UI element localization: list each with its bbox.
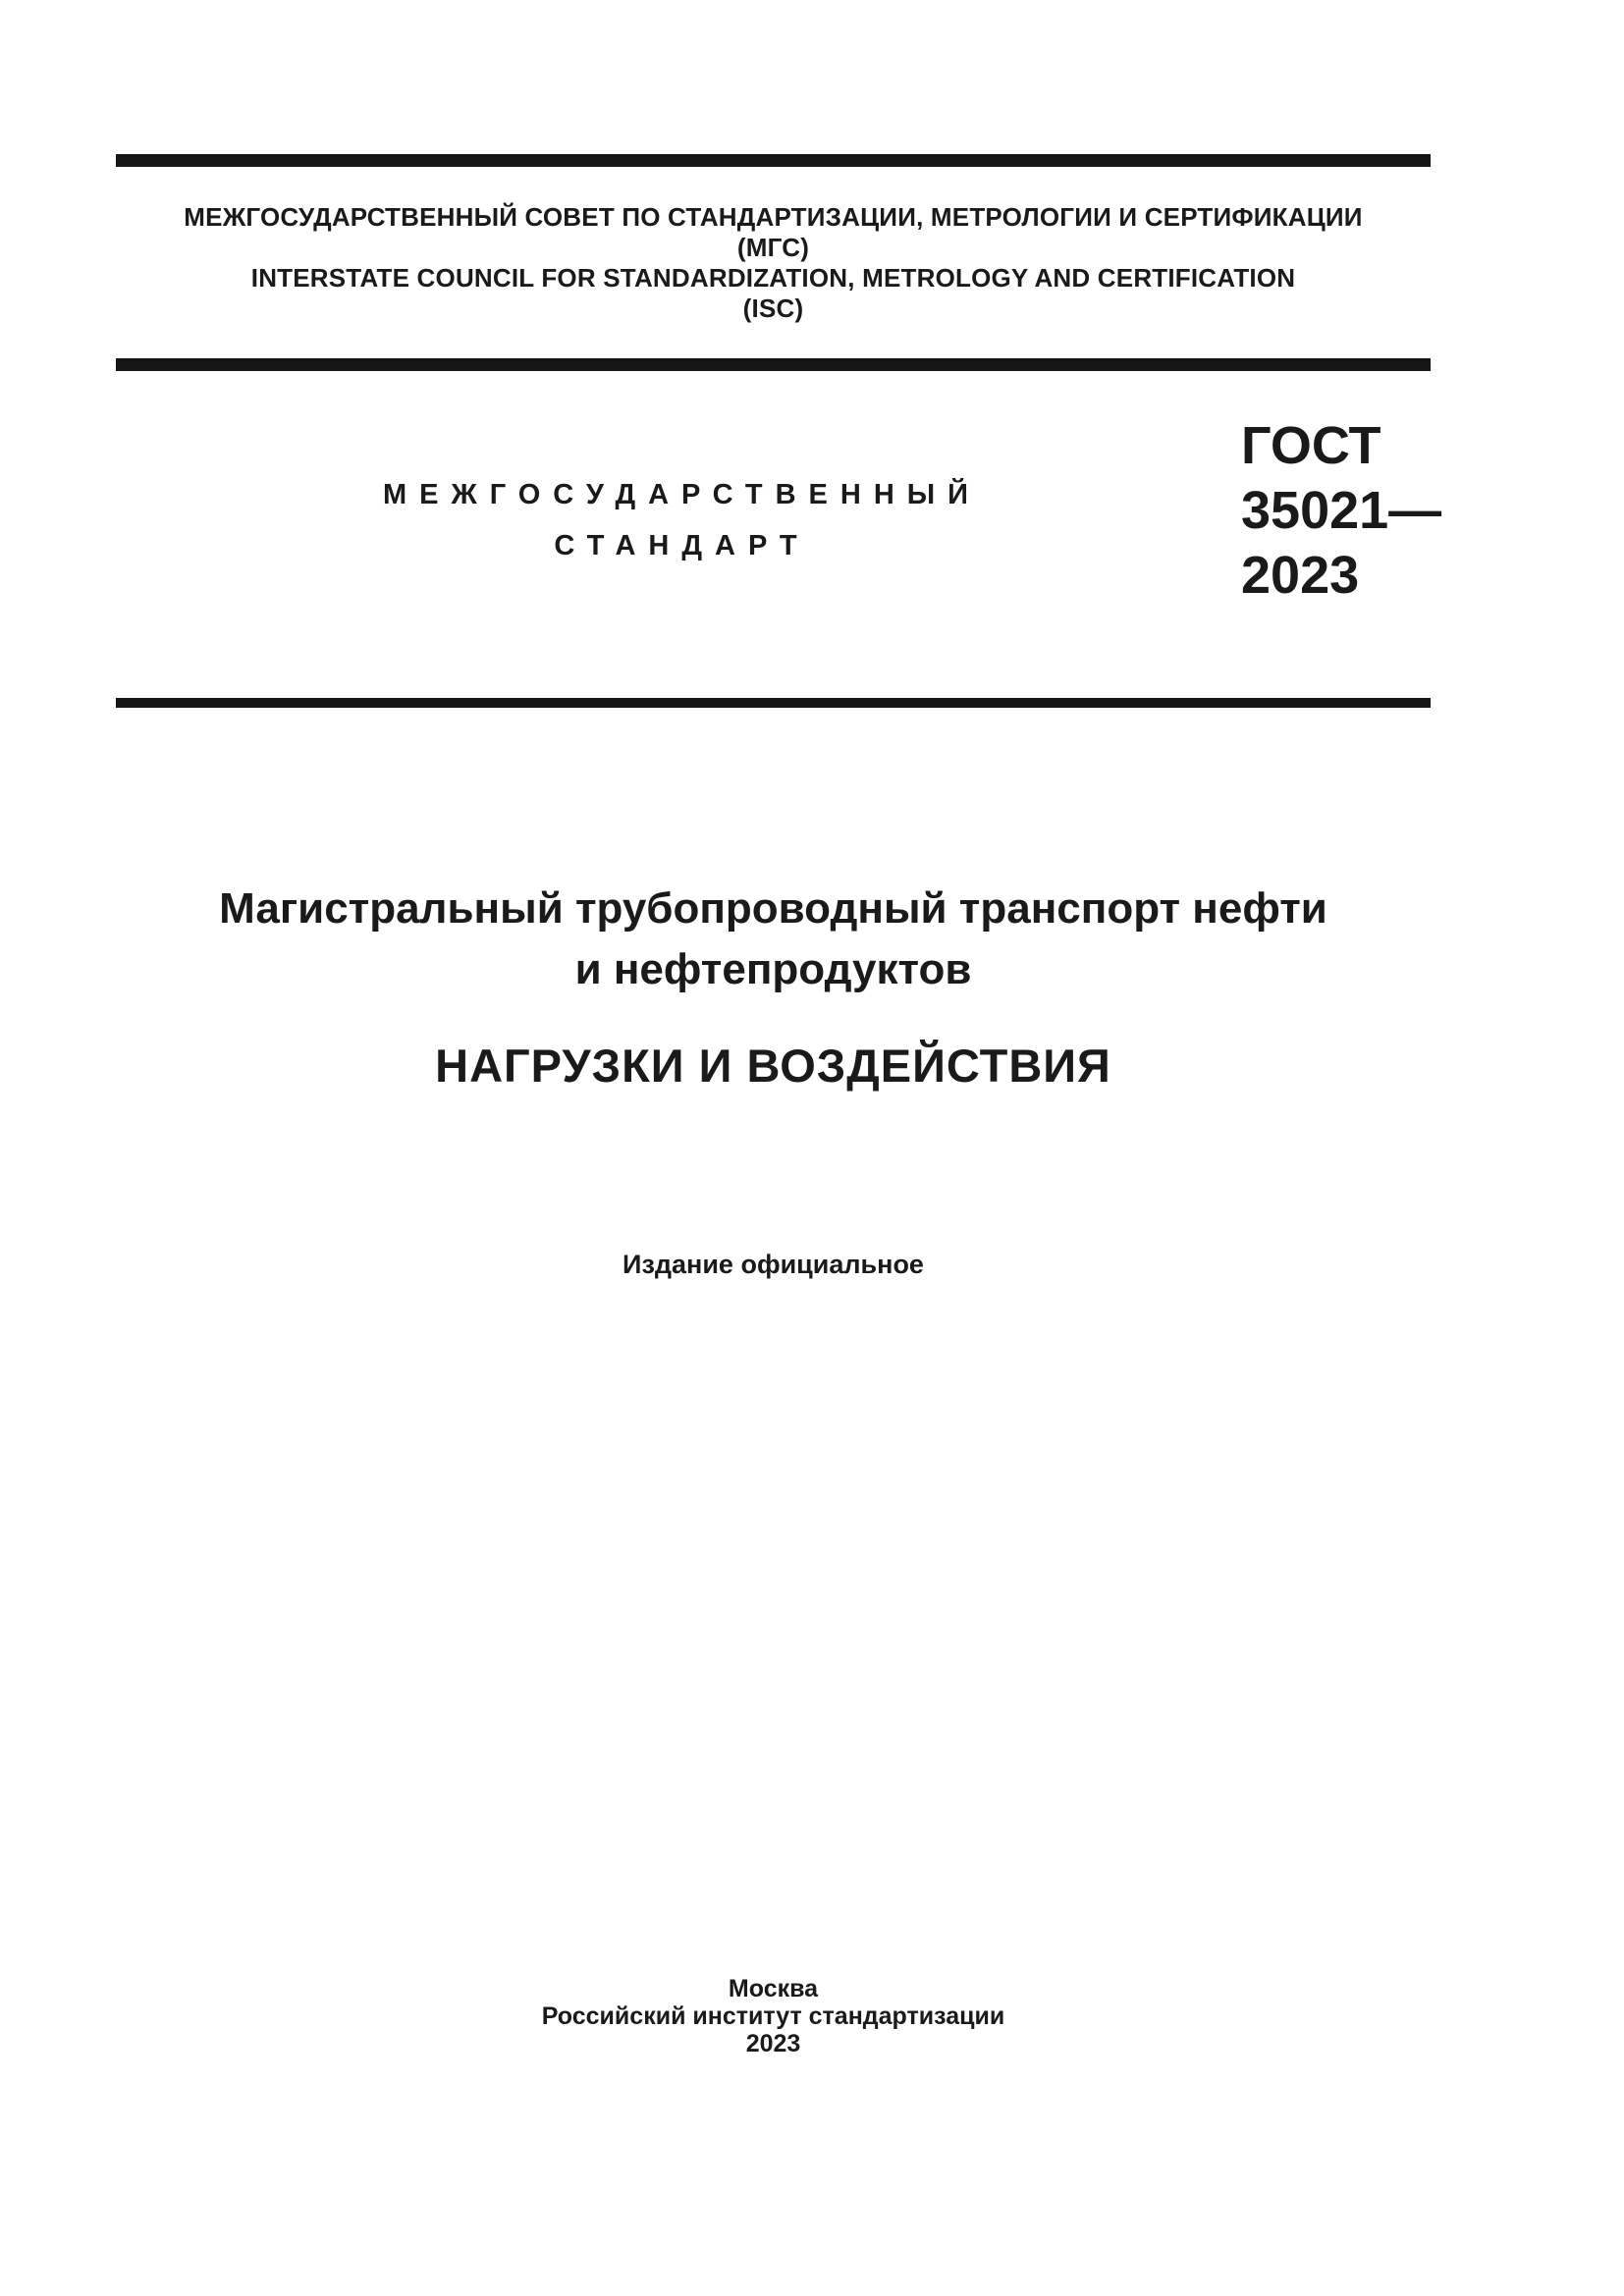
standard-designation — [1241, 413, 1441, 608]
header-rule — [116, 358, 1431, 371]
edition-note: Издание официальное — [623, 1250, 924, 1279]
council-header — [116, 202, 1431, 324]
council-name-en: INTERSTATE COUNCIL FOR STANDARDIZATION, METROLOGY AND CERTIFICATION — [250, 263, 1296, 293]
imprint — [116, 1975, 1431, 2057]
title-subject-line2: и нефтепродуктов — [574, 945, 972, 993]
imprint-city: Москва — [728, 1975, 819, 2002]
standard-kind-line1: МЕЖГОСУДАРСТВЕННЫЙ — [382, 479, 982, 510]
document-main-title: НАГРУЗКИ И ВОЗДЕЙСТВИЯ — [435, 1040, 1111, 1092]
council-name-ru: МЕЖГОСУДАРСТВЕННЫЙ СОВЕТ ПО СТАНДАРТИЗАЦИИ, МЕТРОЛОГИИ И СЕРТИФИКАЦИИ — [184, 202, 1363, 232]
designation-code-number: 35021— — [1241, 481, 1442, 540]
standard-kind — [116, 469, 1235, 571]
title-subject-line1: Магистральный трубопроводный транспорт нефти — [219, 884, 1327, 933]
document-subject — [116, 879, 1431, 1000]
imprint-year: 2023 — [745, 2030, 801, 2057]
council-abbr-en: (ISC) — [742, 294, 804, 323]
designation-rule — [116, 698, 1431, 708]
council-abbr-ru: (МГС) — [736, 233, 810, 262]
standard-kind-line2: СТАНДАРТ — [554, 530, 810, 561]
designation-code-year: 2023 — [1241, 546, 1360, 605]
top-rule — [116, 154, 1431, 167]
imprint-publisher: Российский институт стандартизации — [541, 2002, 1005, 2030]
designation-code-word: ГОСТ — [1241, 416, 1381, 475]
